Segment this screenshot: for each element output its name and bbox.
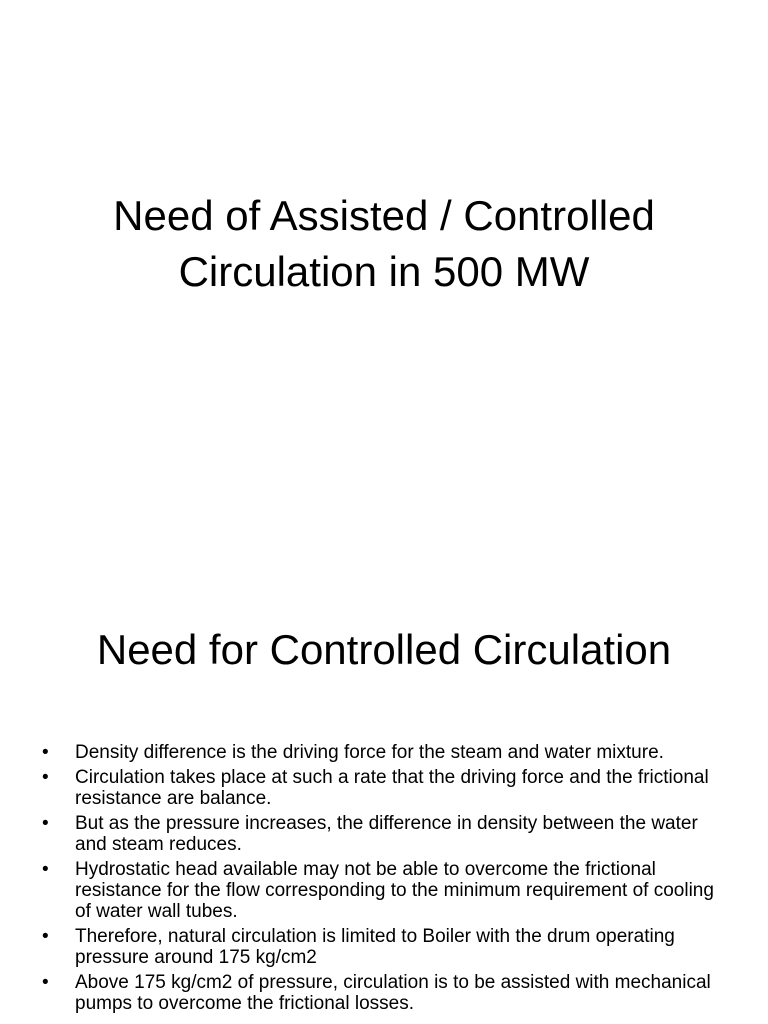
bullet-item [42,742,732,763]
bullet-item [42,767,732,809]
bullet-text: Density difference is the driving force for the steam and water mixture. [75,742,664,763]
bullet-item [42,813,732,855]
bullet-text: But as the pressure increases, the difference in density between the water and steam reduces. [75,813,698,855]
bullet-item [42,859,732,922]
slide-title-line-1: Need of Assisted / Controlled [113,192,655,239]
bullet-list [42,742,732,1018]
bullet-icon: • [42,926,49,947]
bullet-icon: • [42,859,49,880]
slide-heading: Need for Controlled Circulation [96,626,672,673]
slide-title-line-2: Circulation in 500 MW [178,248,590,295]
bullet-item [42,972,732,1014]
bullet-icon: • [42,742,49,763]
bullet-icon: • [42,813,49,834]
content-slide [0,590,768,1024]
bullet-icon: • [42,767,49,788]
bullet-item [42,926,732,968]
bullet-text: Therefore, natural circulation is limited to Boiler with the drum operating pressure around 175 kg/cm2 [75,926,675,968]
bullet-text: Circulation takes place at such a rate that the driving force and the frictional resistance are balance. [75,767,709,809]
bullet-text: Hydrostatic head available may not be able to overcome the frictional resistance for the flow corresponding to the minimum requirement of cooling of water wall tubes. [75,859,714,922]
bullet-text: Above 175 kg/cm2 of pressure, circulation is to be assisted with mechanical pumps to overcome the frictional losses. [75,972,711,1014]
bullet-icon: • [42,972,49,993]
